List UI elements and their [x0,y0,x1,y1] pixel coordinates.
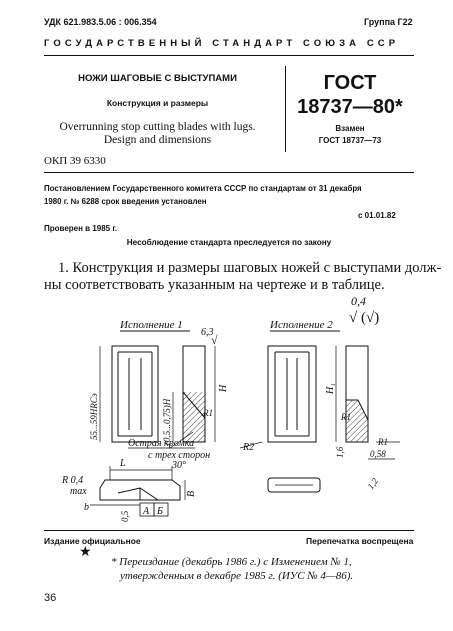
group-code: Группа Г22 [364,17,413,27]
dim-hardness: 55...59HRCэ [89,393,99,440]
variant-1-front-view [100,346,158,442]
paragraph-1-line2: ны соответствовать указанным на чертеже и в таблице. [44,277,385,293]
dim-1-2: 1,2 [365,476,381,492]
datum-B: Б [157,506,163,517]
decree-date: с 01.01.82 [358,211,396,220]
variant-2-profile-view [268,478,320,492]
checked-year: Проверен в 1985 г. [44,224,118,233]
title-en-line2: Design and dimensions [103,134,212,146]
edge-note-line1: Острая кромка [128,438,195,449]
dim-R1-v2: R1 [378,437,388,447]
roughness-symbol: √ (√) [349,310,380,326]
dim-L: L [120,458,126,469]
gost-number: 18737—80* [297,96,403,118]
dim-B: B [186,490,197,497]
reprint-prohibited: Перепечатка воспрещена [306,536,414,546]
violation-notice: Несоблюдение стандарта преследуется по закону [126,238,332,247]
footer-divider [44,530,414,531]
star-mark: ★ [79,545,92,560]
decree-line2: 1980 г. № 6288 срок введения установлен [44,197,207,206]
footnote-line1: * Переиздание (декабрь 1986 г.) с Изменением № 1, [111,556,352,568]
dim-0-5: 0,5 [120,510,130,522]
roughness-mark-6-3: √ [211,333,218,347]
variant-1-side-view [173,346,215,442]
dim-05-075H: (0,5...0,75)H [162,398,172,445]
variant-2-label: Исполнение 2 [270,319,333,331]
dim-30-deg: 30° [172,460,186,471]
okp-code: ОКП 39 6330 [44,155,106,167]
udk-code: УДК 621.983.5.06 : 006.354 [44,17,157,27]
standard-banner: ГОСУДАРСТВЕННЫЙ СТАНДАРТ СОЮЗА ССР [44,38,400,49]
dim-R2: R2 [243,442,255,453]
dim-0-58: 0,58 [370,449,386,459]
title-ru: НОЖИ ШАГОВЫЕ С ВЫСТУПАМИ [78,73,237,84]
title-en-line1: Overrunning stop cutting blades with lugs. [59,121,256,133]
variant-2-side-view [336,346,400,442]
dim-1-6: 1,6 [335,446,345,458]
variant-1-label: Исполнение 1 [120,319,183,331]
decree-line1: Постановлением Государственного комитета СССР по стандартам от 31 декабря [44,184,362,193]
subtitle-ru: Конструкция и размеры [106,98,209,108]
roughness-value: 0,4 [351,294,366,308]
replace-label: Взамен [335,124,365,133]
datum-A: А [143,506,150,517]
footnote-line2: утвержденным в декабре 1985 г. (ИУС № 4—86). [120,570,354,582]
paragraph-1-line1: 1. Конструкция и размеры шаговых ножей с выступами долж- [58,260,442,276]
edge-note-line2: с трех сторон [148,450,211,461]
dim-R04: R 0,4 [62,475,84,486]
gost-label: ГОСТ [323,72,377,94]
dim-b: b [84,502,89,513]
dim-max: max [70,486,87,497]
dim-H1: H₁ [325,383,336,394]
variant-1-profile-view [90,466,185,505]
dim-6-3: 6,3 [201,327,214,338]
dim-R1-v2-inner: R1 [341,412,351,422]
page-number: 36 [44,592,57,604]
dim-H: H [218,384,229,392]
variant-2-front-view [240,346,316,448]
official-edition: Издание официальное [44,536,141,546]
replace-value: ГОСТ 18737—73 [318,136,382,145]
dim-R1-v1: R1 [203,408,213,418]
